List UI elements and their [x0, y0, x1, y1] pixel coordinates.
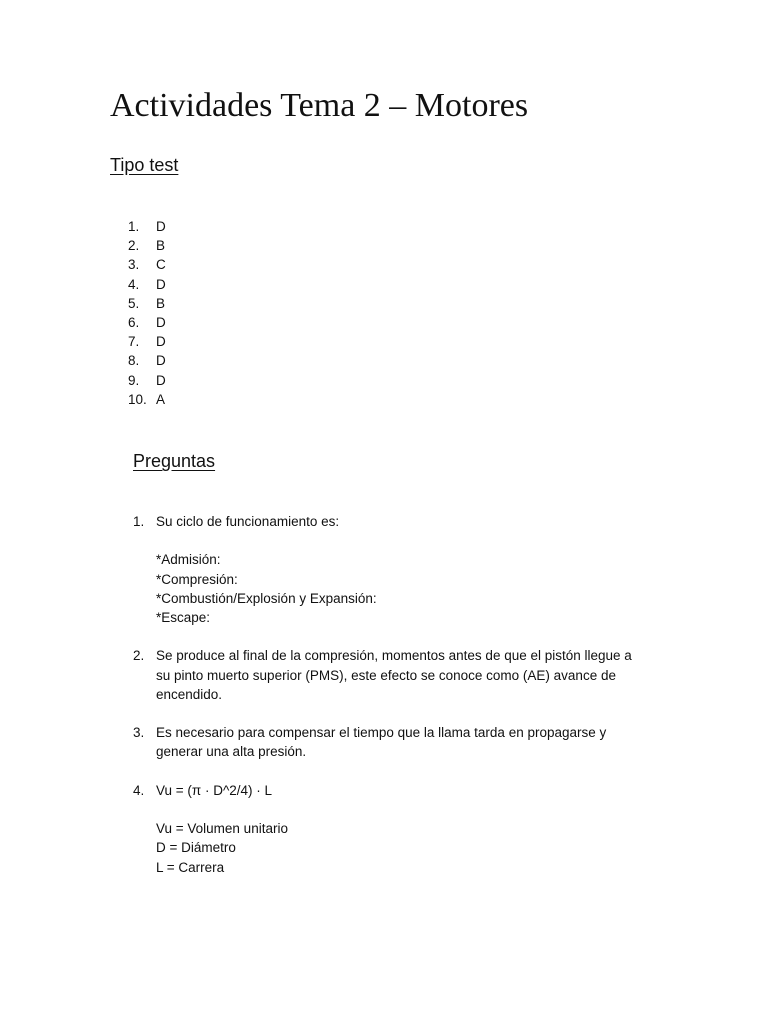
answer-list — [128, 217, 166, 409]
answer-number: 1. — [128, 219, 140, 234]
question-text: Su ciclo de funcionamiento es: — [156, 514, 340, 529]
question-number: 2. — [133, 648, 145, 664]
question-4 — [133, 781, 673, 877]
question-1 — [133, 512, 673, 627]
answer-value: D — [156, 334, 166, 350]
question-line: generar una alta presión. — [156, 744, 307, 760]
answer-number: 10. — [128, 391, 147, 407]
answer-number: 7. — [128, 334, 140, 350]
answer-item — [128, 313, 166, 332]
answer-item — [128, 294, 166, 313]
answer-number: 9. — [128, 372, 140, 388]
answer-value: D — [156, 372, 166, 388]
answer-number: 8. — [128, 353, 140, 369]
answer-item — [128, 351, 166, 370]
question-3 — [133, 723, 673, 761]
answer-number: 5. — [128, 295, 140, 311]
answer-item — [128, 217, 166, 236]
question-line: Se produce al final de la compresión, momentos antes de que el pistón llegue a — [156, 648, 632, 664]
question-line: Es necesario para compensar el tiempo que la llama tarda en propagarse y — [156, 725, 607, 741]
cycle-step: *Combustión/Explosión y Expansión: — [156, 590, 377, 606]
answer-number: 6. — [128, 314, 140, 330]
answer-item — [128, 275, 166, 294]
section-heading-preguntas: Preguntas — [133, 451, 216, 471]
answer-value: B — [156, 238, 166, 254]
page-title: Actividades Tema 2 – Motores — [110, 87, 529, 124]
question-list — [133, 512, 673, 877]
cycle-step: *Escape: — [156, 610, 211, 625]
cycle-step: *Compresión: — [156, 571, 238, 587]
answer-value: D — [156, 276, 166, 292]
answer-value: A — [156, 391, 166, 407]
answer-value: D — [156, 353, 166, 369]
answer-value: C — [156, 257, 166, 273]
answer-number: 2. — [128, 238, 140, 254]
question-number: 3. — [133, 725, 145, 741]
definition: Vu = Volumen unitario — [156, 821, 288, 837]
question-number: 4. — [133, 782, 145, 798]
definition: L = Carrera — [156, 859, 225, 875]
section-heading-tipo-test: Tipo test — [110, 155, 179, 175]
answer-value: D — [156, 314, 166, 330]
answer-item — [128, 390, 166, 409]
question-2 — [133, 646, 673, 704]
answer-number: 4. — [128, 276, 140, 292]
question-number: 1. — [133, 514, 145, 529]
answer-value: D — [156, 219, 166, 234]
answer-item — [128, 236, 166, 255]
question-line: su pinto muerto superior (PMS), este efecto se conoce como (AE) avance de — [156, 667, 616, 683]
question-line: encendido. — [156, 686, 223, 702]
formula: Vu = (π · D^2/4) · L — [156, 782, 273, 798]
answer-item — [128, 255, 166, 274]
answer-item — [128, 332, 166, 351]
cycle-step: *Admisión: — [156, 552, 221, 568]
answer-item — [128, 371, 166, 390]
answer-value: B — [156, 295, 166, 311]
definition: D = Diámetro — [156, 840, 236, 856]
answer-number: 3. — [128, 257, 140, 273]
